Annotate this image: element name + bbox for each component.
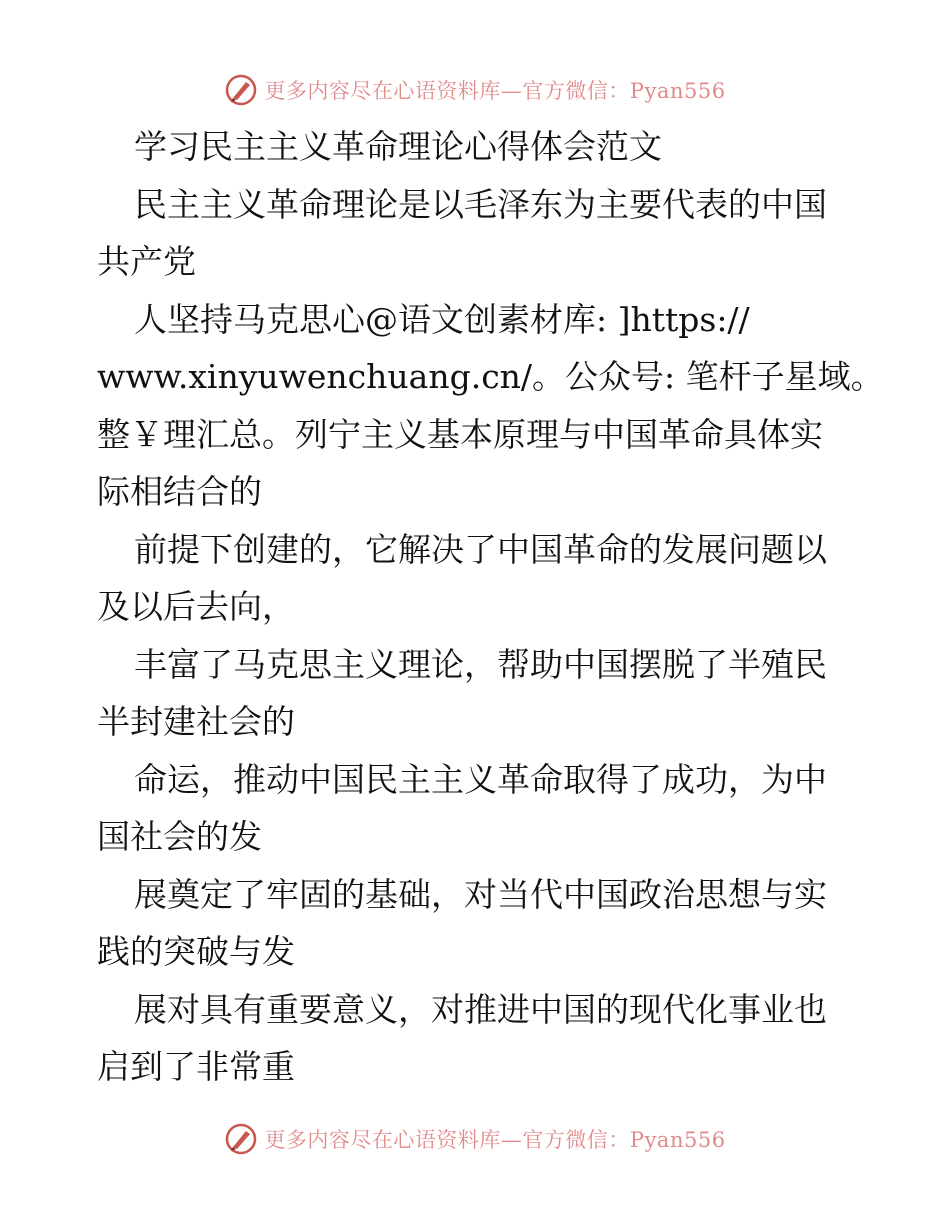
banner-text: 更多内容尽在心语资料库—官方微信：Pyan556 — [264, 1128, 726, 1152]
text-line: 民主主义革命理论是以毛泽东为主要代表的中国 — [134, 184, 827, 224]
text-line: 际相结合的 — [97, 472, 262, 511]
text-line: 共产党 — [97, 242, 196, 281]
text-line: 前提下创建的，它解决了中国革命的发展问题以 — [134, 529, 827, 569]
text-line: www.xinyuwenchuang.cn/。公众号: 笔杆子星域。 — [97, 357, 884, 396]
text-line: 丰富了马克思主义理论，帮助中国摆脱了半殖民 — [134, 644, 827, 684]
footer-banner — [0, 1119, 950, 1159]
text-line: 学习民主主义革命理论心得体会范文 — [134, 127, 662, 166]
text-line: 展奠定了牢固的基础，对当代中国政治思想与实 — [134, 874, 827, 914]
text-line: 展对具有重要意义，对推进中国的现代化事业也 — [134, 989, 827, 1029]
text-line: 半封建社会的 — [97, 702, 295, 741]
text-line: 命运，推动中国民主主义革命取得了成功，为中 — [134, 759, 827, 799]
text-line: 整￥理汇总。列宁主义基本原理与中国革命具体实 — [97, 414, 823, 454]
text-line: 及以后去向， — [97, 587, 295, 626]
text-line: 人坚持马克思心@语文创素材库: ]https:// — [134, 299, 750, 339]
header-banner — [0, 70, 950, 110]
pen-logo-icon — [224, 1122, 258, 1156]
text-line: 践的突破与发 — [97, 932, 295, 971]
document-body — [97, 118, 884, 1096]
banner-text: 更多内容尽在心语资料库—官方微信：Pyan556 — [264, 79, 726, 103]
text-line: 启到了非常重 — [97, 1047, 295, 1086]
text-line: 国社会的发 — [97, 817, 262, 856]
pen-logo-icon — [224, 73, 258, 107]
